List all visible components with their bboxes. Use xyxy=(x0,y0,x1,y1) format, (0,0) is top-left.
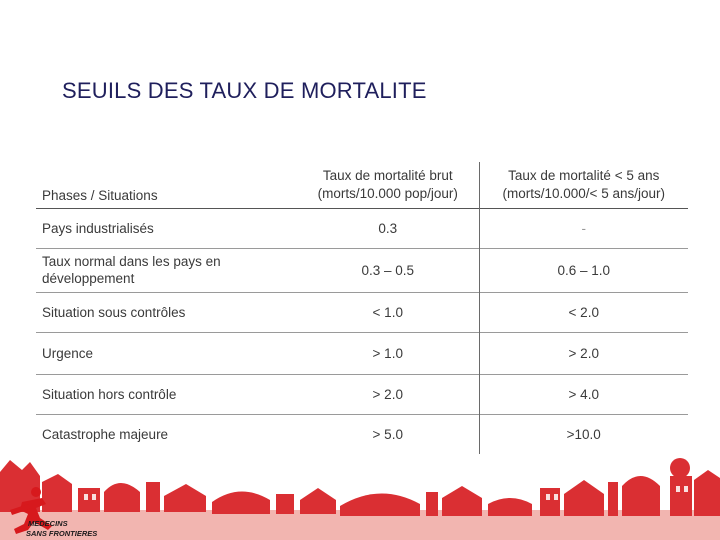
table-row xyxy=(36,414,688,454)
table-row xyxy=(36,332,688,374)
cell-under5: >10.0 xyxy=(566,426,601,442)
msf-logo xyxy=(2,482,152,540)
cell-situation: Situation sous contrôles xyxy=(42,304,186,320)
header-crude-line1: Taux de mortalité brut xyxy=(322,167,453,183)
cell-situation: Urgence xyxy=(42,345,94,361)
cell-crude: > 5.0 xyxy=(297,414,479,454)
table-row xyxy=(36,208,688,248)
cell-crude: 0.3 – 0.5 xyxy=(297,248,479,292)
cell-situation: Taux normal dans les pays en développement xyxy=(42,254,221,286)
table-row xyxy=(36,248,688,292)
header-under5-line1: Taux de mortalité < 5 ans xyxy=(508,167,660,183)
cell-situation: Situation hors contrôle xyxy=(42,386,177,402)
cell-under5: > 2.0 xyxy=(568,345,599,361)
cell-under5: > 4.0 xyxy=(568,386,599,402)
msf-logo-text-line1: MEDECINS xyxy=(28,519,68,528)
cell-crude: < 1.0 xyxy=(297,292,479,332)
header-under5-mortality xyxy=(479,162,688,208)
header-phases: Phases / Situations xyxy=(42,187,158,203)
mortality-threshold-table-container xyxy=(36,162,688,454)
header-crude-mortality xyxy=(297,162,479,208)
table-row xyxy=(36,292,688,332)
header-crude-line2: (morts/10.000 pop/jour) xyxy=(317,185,458,201)
cell-under5: - xyxy=(581,220,586,236)
table-row xyxy=(36,374,688,414)
cell-crude: > 2.0 xyxy=(297,374,479,414)
cell-under5: < 2.0 xyxy=(568,304,599,320)
cell-crude: > 1.0 xyxy=(297,332,479,374)
cell-under5: 0.6 – 1.0 xyxy=(557,262,611,278)
header-under5-line2: (morts/10.000/< 5 ans/jour) xyxy=(502,185,665,201)
slide-title: SEUILS DES TAUX DE MORTALITE xyxy=(62,78,427,103)
cell-situation: Catastrophe majeure xyxy=(42,426,169,442)
msf-logo-text-line2: SANS FRONTIERES xyxy=(26,529,98,538)
mortality-threshold-table xyxy=(36,162,688,454)
cell-situation: Pays industrialisés xyxy=(42,220,154,236)
cell-crude: 0.3 xyxy=(297,208,479,248)
table-header-row xyxy=(36,162,688,208)
